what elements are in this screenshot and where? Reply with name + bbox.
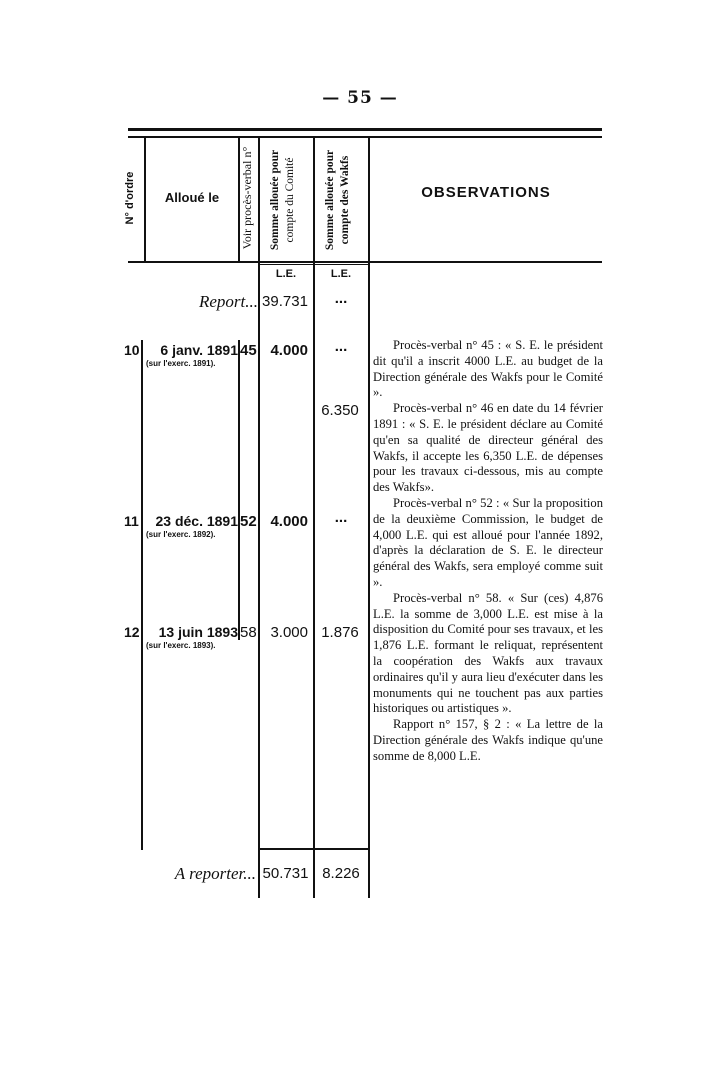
report-label: Report... <box>198 292 258 311</box>
top-rule <box>128 128 602 131</box>
header-bottom-rule <box>128 261 602 263</box>
header-alloue-le: Alloué le <box>164 190 220 205</box>
header-proces-verbal: Voir procès-verbal n° <box>240 146 254 250</box>
top-rule-thin <box>128 136 602 138</box>
row-order: 12 <box>124 624 140 640</box>
row-exercise: (sur l'exerc. 1892). <box>146 530 216 539</box>
row-wakfs: ... <box>334 338 348 355</box>
observation-paragraph: Procès-verbal n° 45 : « S. E. le président dit qu'il a inscrit 4000 L.E. au budget de la Direction générale des Wakfs pour le Comité ». <box>373 338 603 400</box>
observation-paragraph: Procès-verbal n° 58. « Sur (ces) 4,876 L.E. la somme de 3,000 L.E. est mise à la disposition du Comité pour ses travaux, et les 1,876 L.E. formant le reliquat, représentent la coopération des Wakfs aux travaux ordinaires qu'il y aura lieu d'exécuter dans les monuments qui ne touchent pas aux parties historiques ou artistiques ». <box>373 590 603 716</box>
row-order: 11 <box>124 513 139 529</box>
header-observations: OBSERVATIONS <box>421 184 551 201</box>
observation-paragraph: Procès-verbal n° 46 en date du 14 février 1891 : « S. E. le président déclare au Comité qu'en sa qualité de directeur général des Wakfs, il accepte les 6,350 L.E. de dépenses pour les travaux ci-dessous, mis au compte des Wakfs». <box>373 401 603 495</box>
header-comite-line1: Somme allouée pour <box>269 149 281 251</box>
sum-rule <box>258 848 368 850</box>
row-wakfs-2: 6.350 <box>321 402 359 419</box>
observations-text <box>373 338 603 765</box>
col-line-5 <box>368 136 370 898</box>
row-date: 13 juin 1893 <box>158 624 238 640</box>
row-exercise: (sur l'exerc. 1893). <box>146 641 216 650</box>
row-pv: 45 <box>240 342 257 359</box>
header-comite-line2: compte du Comité <box>284 157 296 243</box>
header-wakfs-line1: Somme allouée pour <box>324 149 336 251</box>
header-comite <box>268 141 300 259</box>
date-col-line <box>141 340 143 850</box>
observation-paragraph: Procès-verbal n° 52 : « Sur la proposition de la deuxième Commission, le budget de 4,000 L.E. qui est alloué pour l'année 1892, d'après la déclaration de S. E. le directeur général des Wakfs, sera employé comme suit ». <box>373 495 603 589</box>
unit-wakfs: L.E. <box>330 268 352 280</box>
a-reporter-comite: 50.731 <box>262 865 309 882</box>
row-date: 23 déc. 1891 <box>155 513 238 529</box>
report-wakfs: ... <box>334 290 348 307</box>
row-order: 10 <box>124 342 140 358</box>
col-line-4 <box>313 136 315 898</box>
observation-paragraph: Rapport n° 157, § 2 : « La lettre de la Direction générale des Wakfs indique qu'une somme de 8,000 L.E. <box>373 717 603 763</box>
report-comite: 39.731 <box>262 293 308 310</box>
a-reporter-label: A reporter... <box>174 864 256 883</box>
row-pv: 52 <box>240 513 257 530</box>
a-reporter-wakfs: 8.226 <box>322 865 360 882</box>
row-comite: 3.000 <box>270 624 308 641</box>
page-number: — 55 — <box>322 88 398 108</box>
pv-col-line <box>238 340 240 640</box>
row-wakfs: 1.876 <box>321 624 359 641</box>
row-date: 6 janv. 1891 <box>160 342 238 358</box>
header-wakfs <box>323 141 355 259</box>
header-order: N° d'ordre <box>124 171 136 225</box>
row-wakfs: ... <box>334 509 348 526</box>
unit-comite: L.E. <box>275 268 297 280</box>
row-comite: 4.000 <box>270 513 308 530</box>
row-exercise: (sur l'exerc. 1891). <box>146 359 216 368</box>
header-wakfs-line2: compte des Wakfs <box>339 155 351 245</box>
row-pv: 58 <box>240 624 257 641</box>
row-comite: 4.000 <box>270 342 308 359</box>
